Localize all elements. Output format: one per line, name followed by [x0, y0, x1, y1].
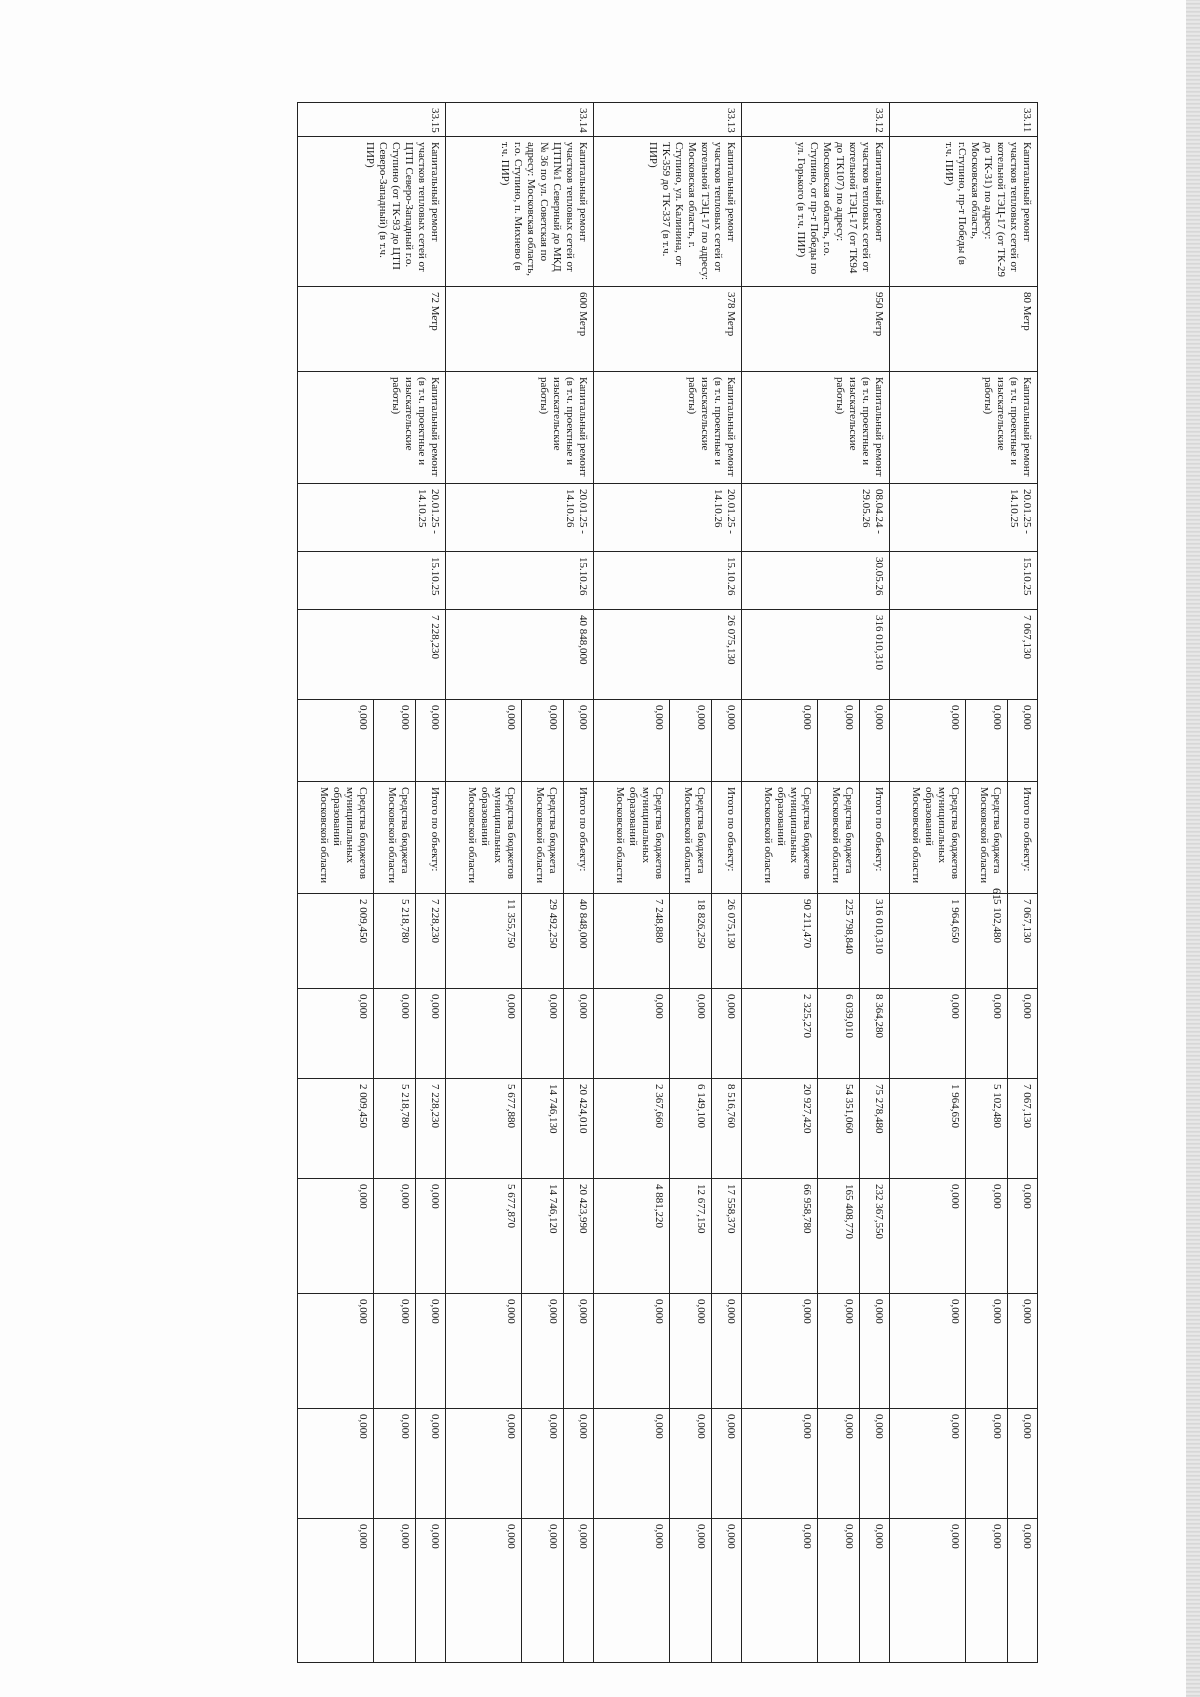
year-value-cell: 0,000 — [890, 1519, 966, 1663]
year-value-cell: 0,000 — [966, 989, 1008, 1079]
year-value-cell: 0,000 — [594, 1519, 670, 1663]
total-value-cell: 90 211,470 — [742, 894, 818, 989]
year-value-cell: 0,000 — [298, 989, 374, 1079]
year-value-cell: 0,000 — [670, 989, 712, 1079]
year-value-cell: 0,000 — [298, 1294, 374, 1409]
year-value-cell: 5 102,480 — [966, 1079, 1008, 1179]
total-value-cell: 18 826,250 — [670, 894, 712, 989]
table-row — [860, 103, 890, 1663]
year-value-cell: 0,000 — [298, 1179, 374, 1294]
year-value-cell: 0,000 — [522, 1294, 564, 1409]
year-value-cell: 0,000 — [446, 1409, 522, 1519]
work-type-cell: Капитальный ремонт (в т.ч. проектные и изыскательские работы) — [298, 372, 446, 484]
year-value-cell: 1 964,650 — [890, 1079, 966, 1179]
paid-value-cell: 0,000 — [712, 700, 742, 782]
year-value-cell: 0,000 — [712, 1519, 742, 1663]
year-value-cell: 165 408,770 — [818, 1179, 860, 1294]
object-name-cell: Капитальный ремонт участков тепловых сетей от котельной ТЭЦ-17 по адресу: Московская область, г. Ступино, ул. Калинина, от ТК-359 до ТК-337 (в т.ч. ПИР) — [594, 137, 742, 287]
year-value-cell: 0,000 — [374, 1409, 416, 1519]
year-value-cell: 0,000 — [374, 1294, 416, 1409]
funding-source-cell: Средства бюджета Московской области — [818, 782, 860, 894]
object-number-cell: 33.11 — [890, 103, 1038, 137]
year-value-cell: 0,000 — [860, 1294, 890, 1409]
year-value-cell: 5 677,870 — [446, 1179, 522, 1294]
total-value-cell: 11 355,750 — [446, 894, 522, 989]
year-value-cell: 75 278,480 — [860, 1079, 890, 1179]
period-cell: 20.01.25 - 14.10.26 — [446, 484, 594, 552]
year-value-cell: 20 927,420 — [742, 1079, 818, 1179]
year-value-cell: 0,000 — [1008, 1179, 1038, 1294]
work-type-cell: Капитальный ремонт (в т.ч. проектные и изыскательские работы) — [742, 372, 890, 484]
year-value-cell: 54 351,060 — [818, 1079, 860, 1179]
paid-value-cell: 0,000 — [374, 700, 416, 782]
year-value-cell: 0,000 — [966, 1179, 1008, 1294]
year-value-cell: 6 149,100 — [670, 1079, 712, 1179]
year-value-cell: 0,000 — [1008, 1294, 1038, 1409]
year-value-cell: 0,000 — [416, 989, 446, 1079]
funding-source-cell: Средства бюджета Московской области — [374, 782, 416, 894]
year-value-cell: 0,000 — [890, 1294, 966, 1409]
object-name-cell: Капитальный ремонт участков тепловых сетей от котельной ТЭЦ-17 (от ТК94 до ТК107) по адресу: Московская область, г.о. Ступино, от пр-т Победы по ул. Горького (в т.ч. ПИР) — [742, 137, 890, 287]
total-value-cell: 1 964,650 — [890, 894, 966, 989]
period-cell: 08.04.24 - 29.05.26 — [742, 484, 890, 552]
year-value-cell: 12 677,150 — [670, 1179, 712, 1294]
period-cell: 20.01.25 - 14.10.25 — [890, 484, 1038, 552]
year-value-cell: 0,000 — [416, 1519, 446, 1663]
paid-value-cell: 0,000 — [594, 700, 670, 782]
year-value-cell: 0,000 — [594, 1294, 670, 1409]
total-cost-cell: 40 848,000 — [446, 610, 594, 700]
year-value-cell: 17 558,370 — [712, 1179, 742, 1294]
work-type-cell: Капитальный ремонт (в т.ч. проектные и изыскательские работы) — [446, 372, 594, 484]
rotated-table-container — [158, 102, 1038, 1662]
total-value-cell: 2 009,450 — [298, 894, 374, 989]
year-value-cell: 0,000 — [298, 1409, 374, 1519]
year-value-cell: 0,000 — [564, 989, 594, 1079]
year-value-cell: 0,000 — [522, 989, 564, 1079]
funding-source-cell: Средства бюджетов муниципальных образований Московской области — [890, 782, 966, 894]
year-value-cell: 0,000 — [712, 1294, 742, 1409]
table-row — [416, 103, 446, 1663]
paid-value-cell: 0,000 — [298, 700, 374, 782]
total-value-cell: 26 075,130 — [712, 894, 742, 989]
year-value-cell: 2 009,450 — [298, 1079, 374, 1179]
year-value-cell: 0,000 — [1008, 989, 1038, 1079]
year-value-cell: 0,000 — [564, 1519, 594, 1663]
year-value-cell: 14 746,120 — [522, 1179, 564, 1294]
paid-value-cell: 0,000 — [522, 700, 564, 782]
year-value-cell: 0,000 — [594, 1409, 670, 1519]
year-value-cell: 0,000 — [298, 1519, 374, 1663]
total-cost-cell: 26 075,130 — [594, 610, 742, 700]
year-value-cell: 0,000 — [564, 1409, 594, 1519]
year-value-cell: 0,000 — [446, 1294, 522, 1409]
year-value-cell: 8 516,760 — [712, 1079, 742, 1179]
object-number-cell: 33.15 — [298, 103, 446, 137]
funding-source-cell: Средства бюджетов муниципальных образований Московской области — [594, 782, 670, 894]
year-value-cell: 0,000 — [860, 1519, 890, 1663]
capacity-cell: 600 Метр — [446, 287, 594, 372]
year-value-cell: 5 677,880 — [446, 1079, 522, 1179]
year-value-cell: 0,000 — [742, 1294, 818, 1409]
year-value-cell: 0,000 — [966, 1519, 1008, 1663]
table-row — [712, 103, 742, 1663]
capacity-cell: 378 Метр — [594, 287, 742, 372]
funding-source-cell: Итого по объекту: — [416, 782, 446, 894]
total-value-cell: 7 067,130 — [1008, 894, 1038, 989]
paid-value-cell: 0,000 — [860, 700, 890, 782]
year-value-cell: 0,000 — [374, 1519, 416, 1663]
funding-source-cell: Средства бюджетов муниципальных образований Московской области — [446, 782, 522, 894]
paid-value-cell: 0,000 — [670, 700, 712, 782]
year-value-cell: 0,000 — [564, 1294, 594, 1409]
total-value-cell: 7 228,230 — [416, 894, 446, 989]
year-value-cell: 6 039,010 — [818, 989, 860, 1079]
page-number: 61 — [990, 888, 1004, 900]
total-value-cell: 5 102,480 — [966, 894, 1008, 989]
completion-date-cell: 15.10.25 — [890, 552, 1038, 610]
funding-source-cell: Итого по объекту: — [860, 782, 890, 894]
year-value-cell: 0,000 — [416, 1179, 446, 1294]
paid-value-cell: 0,000 — [1008, 700, 1038, 782]
object-number-cell: 33.12 — [742, 103, 890, 137]
object-number-cell: 33.14 — [446, 103, 594, 137]
year-value-cell: 7 067,130 — [1008, 1079, 1038, 1179]
completion-date-cell: 30.05.26 — [742, 552, 890, 610]
year-value-cell: 0,000 — [416, 1294, 446, 1409]
year-value-cell: 20 424,010 — [564, 1079, 594, 1179]
year-value-cell: 0,000 — [670, 1294, 712, 1409]
total-value-cell: 316 010,310 — [860, 894, 890, 989]
year-value-cell: 232 367,550 — [860, 1179, 890, 1294]
paid-value-cell: 0,000 — [966, 700, 1008, 782]
year-value-cell: 0,000 — [712, 1409, 742, 1519]
year-value-cell: 0,000 — [522, 1519, 564, 1663]
table-body — [298, 103, 1038, 1663]
object-name-cell: Капитальный ремонт участков тепловых сетей от ЦТП№1 Северный до МКД № 36 по ул. Советская по адресу: Московская область, г.о. Ступино, п. Михнево (в т.ч. ПИР) — [446, 137, 594, 287]
paid-value-cell: 0,000 — [564, 700, 594, 782]
year-value-cell: 0,000 — [522, 1409, 564, 1519]
object-name-cell: Капитальный ремонт участков тепловых сетей от ЦТП Северо-Западный г.о. Ступино (от ТК-93 до ЦТП Северо-Западный) (в т.ч. ПИР) — [298, 137, 446, 287]
total-cost-cell: 316 010,310 — [742, 610, 890, 700]
completion-date-cell: 15.10.25 — [298, 552, 446, 610]
year-value-cell: 8 364,280 — [860, 989, 890, 1079]
year-value-cell: 0,000 — [890, 1179, 966, 1294]
paid-value-cell: 0,000 — [742, 700, 818, 782]
funding-source-cell: Средства бюджетов муниципальных образований Московской области — [298, 782, 374, 894]
total-cost-cell: 7 228,230 — [298, 610, 446, 700]
year-value-cell: 0,000 — [712, 989, 742, 1079]
funding-source-cell: Итого по объекту: — [564, 782, 594, 894]
year-value-cell: 0,000 — [1008, 1519, 1038, 1663]
year-value-cell: 2 325,270 — [742, 989, 818, 1079]
year-value-cell: 0,000 — [818, 1409, 860, 1519]
work-type-cell: Капитальный ремонт (в т.ч. проектные и изыскательские работы) — [594, 372, 742, 484]
total-value-cell: 5 218,780 — [374, 894, 416, 989]
paid-value-cell: 0,000 — [818, 700, 860, 782]
year-value-cell: 5 218,780 — [374, 1079, 416, 1179]
year-value-cell: 0,000 — [446, 1519, 522, 1663]
paid-value-cell: 0,000 — [416, 700, 446, 782]
object-number-cell: 33.13 — [594, 103, 742, 137]
year-value-cell: 0,000 — [860, 1409, 890, 1519]
capacity-cell: 80 Метр — [890, 287, 1038, 372]
year-value-cell: 2 367,660 — [594, 1079, 670, 1179]
year-value-cell: 0,000 — [818, 1519, 860, 1663]
year-value-cell: 0,000 — [742, 1409, 818, 1519]
funding-source-cell: Средства бюджета Московской области — [670, 782, 712, 894]
year-value-cell: 0,000 — [446, 989, 522, 1079]
capacity-cell: 72 Метр — [298, 287, 446, 372]
total-value-cell: 7 248,880 — [594, 894, 670, 989]
funding-source-cell: Средства бюджета Московской области — [522, 782, 564, 894]
completion-date-cell: 15.10.26 — [594, 552, 742, 610]
year-value-cell: 0,000 — [594, 989, 670, 1079]
period-cell: 20.01.25 - 14.10.25 — [298, 484, 446, 552]
year-value-cell: 0,000 — [1008, 1409, 1038, 1519]
work-type-cell: Капитальный ремонт (в т.ч. проектные и изыскательские работы) — [890, 372, 1038, 484]
year-value-cell: 0,000 — [890, 989, 966, 1079]
funding-source-cell: Итого по объекту: — [1008, 782, 1038, 894]
table-row — [564, 103, 594, 1663]
table-row — [1008, 103, 1038, 1663]
year-value-cell: 0,000 — [818, 1294, 860, 1409]
total-value-cell: 225 798,840 — [818, 894, 860, 989]
paid-value-cell: 0,000 — [446, 700, 522, 782]
year-value-cell: 0,000 — [670, 1409, 712, 1519]
total-value-cell: 40 848,000 — [564, 894, 594, 989]
year-value-cell: 0,000 — [416, 1409, 446, 1519]
year-value-cell: 0,000 — [374, 989, 416, 1079]
capacity-cell: 950 Метр — [742, 287, 890, 372]
object-name-cell: Капитальный ремонт участков тепловых сетей от котельной ТЭЦ-17 (от ТК-29 до ТК-31) по адресу: Московская область, г.Ступино, пр-т Победы (в т.ч. ПИР) — [890, 137, 1038, 287]
funding-source-cell: Средства бюджетов муниципальных образований Московской области — [742, 782, 818, 894]
year-value-cell: 4 881,220 — [594, 1179, 670, 1294]
year-value-cell: 66 958,780 — [742, 1179, 818, 1294]
scan-edge — [1186, 0, 1200, 1697]
funding-source-cell: Средства бюджета Московской области — [966, 782, 1008, 894]
year-value-cell: 20 423,990 — [564, 1179, 594, 1294]
year-value-cell: 0,000 — [966, 1294, 1008, 1409]
year-value-cell: 7 228,230 — [416, 1079, 446, 1179]
year-value-cell: 0,000 — [966, 1409, 1008, 1519]
year-value-cell: 0,000 — [374, 1179, 416, 1294]
financing-table — [297, 102, 1038, 1663]
funding-source-cell: Итого по объекту: — [712, 782, 742, 894]
paid-value-cell: 0,000 — [890, 700, 966, 782]
year-value-cell: 0,000 — [890, 1409, 966, 1519]
year-value-cell: 14 746,130 — [522, 1079, 564, 1179]
period-cell: 20.01.25 - 14.10.26 — [594, 484, 742, 552]
completion-date-cell: 15.10.26 — [446, 552, 594, 610]
total-value-cell: 29 492,250 — [522, 894, 564, 989]
year-value-cell: 0,000 — [742, 1519, 818, 1663]
year-value-cell: 0,000 — [670, 1519, 712, 1663]
total-cost-cell: 7 067,130 — [890, 610, 1038, 700]
